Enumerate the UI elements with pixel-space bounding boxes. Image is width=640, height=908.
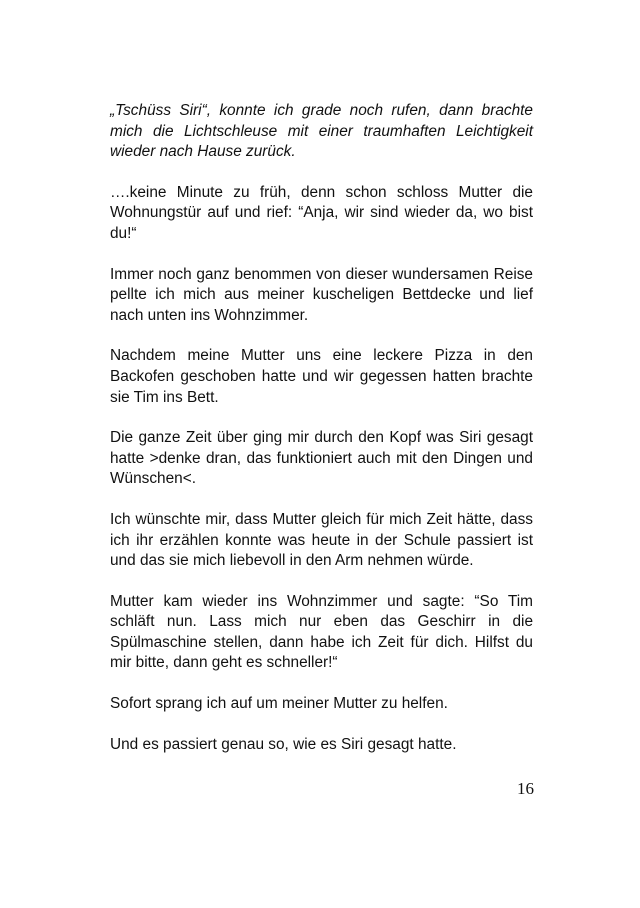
page-number: 16 [517, 779, 534, 798]
paragraph-1: „Tschüss Siri“, konnte ich grade noch rufen, dann brachte mich die Lichtschleuse mit einer traumhaften Leichtigkeit wieder nach Hause zurück. [110, 102, 533, 161]
paragraph-5: Die ganze Zeit über ging mir durch den Kopf was Siri gesagt hatte >denke dran, das funktioniert auch mit den Dingen und Wünschen<. [110, 429, 533, 488]
page-text [110, 101, 533, 775]
paragraph-4: Nachdem meine Mutter uns eine leckere Pizza in den Backofen geschoben hatte und wir gegessen hatten brachte sie Tim ins Bett. [110, 347, 533, 406]
paragraph-3: Immer noch ganz benommen von dieser wundersamen Reise pellte ich mich aus meiner kuscheligen Bettdecke und lief nach unten ins Wohnzimmer. [110, 265, 533, 324]
paragraph-6: Ich wünschte mir, dass Mutter gleich für mich Zeit hätte, dass ich ihr erzählen konnte was heute in der Schule passiert ist und das sie mich liebevoll in den Arm nehmen würde. [110, 510, 533, 570]
paragraph-7: Mutter kam wieder ins Wohnzimmer und sagte: “So Tim schläft nun. Lass mich nur eben das Geschirr in die Spülmaschine stellen, dann habe ich Zeit für dich. Hilfst du mir bitte, dann geht es schneller!“ [110, 592, 533, 672]
paragraph-2: ….keine Minute zu früh, denn schon schloss Mutter die Wohnungstür auf und rief: “Anja, wir sind wieder da, wo bist du!“ [110, 183, 533, 242]
paragraph-8: Sofort sprang ich auf um meiner Mutter zu helfen. [110, 695, 448, 713]
paragraph-9: Und es passiert genau so, wie es Siri gesagt hatte. [110, 735, 457, 753]
